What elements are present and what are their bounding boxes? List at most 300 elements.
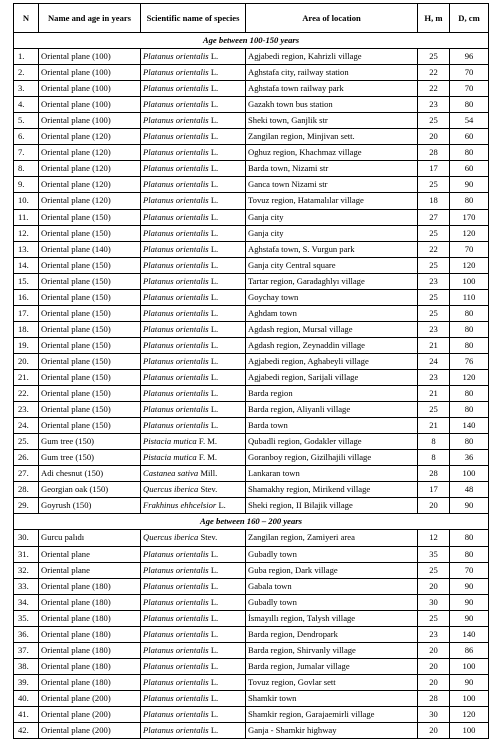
cell-name: Oriental plane (120) — [39, 129, 141, 145]
species-genus: Quercus iberica — [143, 484, 199, 495]
table-row — [14, 402, 489, 418]
table-body — [14, 33, 489, 739]
species-author: L. — [210, 115, 219, 126]
cell-area: Sheki region, II Bilajik village — [246, 498, 418, 514]
cell-diameter: 120 — [450, 257, 489, 273]
cell-height: 23 — [418, 626, 450, 642]
table-row — [14, 305, 489, 321]
cell-n: 26. — [14, 450, 39, 466]
table-row — [14, 257, 489, 273]
species-genus: Platanus orientalis — [143, 612, 209, 623]
header-scientific: Scientific name of species — [141, 4, 246, 33]
cell-area: Guba region, Dark village — [246, 562, 418, 578]
cell-scientific — [141, 674, 246, 690]
cell-area: Ganca town Nizami str — [246, 177, 418, 193]
cell-n: 29. — [14, 498, 39, 514]
cell-n: 14. — [14, 257, 39, 273]
table-row — [14, 337, 489, 353]
cell-n: 11. — [14, 209, 39, 225]
header-row — [14, 4, 489, 33]
cell-name: Gum tree (150) — [39, 450, 141, 466]
cell-height: 25 — [418, 49, 450, 65]
cell-diameter: 80 — [450, 193, 489, 209]
cell-name: Oriental plane (200) — [39, 690, 141, 706]
cell-n: 25. — [14, 434, 39, 450]
cell-area: Lankaran town — [246, 466, 418, 482]
table-row — [14, 241, 489, 257]
species-author: F. M. — [198, 436, 218, 447]
cell-area: Shamakhy region, Mirikend village — [246, 482, 418, 498]
species-genus: Platanus orientalis — [143, 692, 209, 703]
cell-height: 23 — [418, 321, 450, 337]
cell-name: Oriental plane (180) — [39, 642, 141, 658]
cell-scientific — [141, 321, 246, 337]
cell-height: 28 — [418, 466, 450, 482]
species-author: L. — [210, 548, 219, 559]
cell-height: 20 — [418, 578, 450, 594]
species-genus: Pistacia mutica — [143, 452, 197, 463]
cell-scientific — [141, 65, 246, 81]
cell-area: Aghstafa town railway park — [246, 81, 418, 97]
cell-area: Barda region, Aliyanli village — [246, 402, 418, 418]
cell-name: Oriental plane (120) — [39, 177, 141, 193]
cell-name: Oriental plane (120) — [39, 145, 141, 161]
cell-diameter: 60 — [450, 129, 489, 145]
table-row — [14, 386, 489, 402]
cell-area: Barda town, Nizami str — [246, 161, 418, 177]
cell-name: Goyrush (150) — [39, 498, 141, 514]
species-author: L. — [210, 147, 219, 158]
cell-name: Oriental plane (200) — [39, 706, 141, 722]
cell-scientific — [141, 305, 246, 321]
species-genus: Platanus orientalis — [143, 227, 209, 238]
cell-n: 4. — [14, 97, 39, 113]
table-row — [14, 530, 489, 546]
species-author: L. — [210, 388, 219, 399]
cell-scientific — [141, 161, 246, 177]
cell-name: Oriental plane (180) — [39, 626, 141, 642]
species-genus: Castanea sativa — [143, 468, 199, 479]
table-row — [14, 209, 489, 225]
cell-name: Oriental plane (100) — [39, 81, 141, 97]
species-author: L. — [210, 259, 219, 270]
cell-diameter: 90 — [450, 177, 489, 193]
species-genus: Platanus orientalis — [143, 596, 209, 607]
cell-scientific — [141, 498, 246, 514]
cell-n: 2. — [14, 65, 39, 81]
cell-n: 20. — [14, 353, 39, 369]
cell-height: 25 — [418, 610, 450, 626]
cell-diameter: 140 — [450, 626, 489, 642]
cell-name: Gurcu palıdı — [39, 530, 141, 546]
species-author: L. — [210, 725, 219, 736]
cell-n: 33. — [14, 578, 39, 594]
cell-height: 21 — [418, 386, 450, 402]
cell-diameter: 70 — [450, 81, 489, 97]
cell-scientific — [141, 273, 246, 289]
cell-area: Agdash region, Mursal village — [246, 321, 418, 337]
cell-height: 17 — [418, 482, 450, 498]
cell-diameter: 60 — [450, 161, 489, 177]
cell-area: Qubadli region, Godakler village — [246, 434, 418, 450]
cell-diameter: 80 — [450, 386, 489, 402]
species-author: L. — [210, 179, 219, 190]
cell-n: 9. — [14, 177, 39, 193]
cell-height: 8 — [418, 450, 450, 466]
cell-area: Agjabedi region, Kahrizli village — [246, 49, 418, 65]
cell-area: Zangilan region, Zamiyeri area — [246, 530, 418, 546]
table-row — [14, 273, 489, 289]
cell-name: Oriental plane (100) — [39, 49, 141, 65]
cell-area: Tovuz region, Hatamalılar village — [246, 193, 418, 209]
cell-n: 32. — [14, 562, 39, 578]
cell-n: 39. — [14, 674, 39, 690]
species-genus: Platanus orientalis — [143, 99, 209, 110]
table-row — [14, 113, 489, 129]
species-author: L. — [210, 404, 219, 415]
cell-area: Barda town — [246, 418, 418, 434]
table-row — [14, 450, 489, 466]
cell-area: Zangilan region, Minjivan sett. — [246, 129, 418, 145]
cell-n: 31. — [14, 546, 39, 562]
cell-n: 19. — [14, 337, 39, 353]
cell-diameter: 120 — [450, 369, 489, 385]
cell-name: Oriental plane (150) — [39, 337, 141, 353]
cell-n: 5. — [14, 113, 39, 129]
cell-scientific — [141, 562, 246, 578]
table-row — [14, 65, 489, 81]
cell-height: 25 — [418, 257, 450, 273]
cell-height: 20 — [418, 642, 450, 658]
species-genus: Platanus orientalis — [143, 580, 209, 591]
cell-scientific — [141, 81, 246, 97]
cell-height: 27 — [418, 209, 450, 225]
cell-n: 22. — [14, 386, 39, 402]
cell-diameter: 80 — [450, 97, 489, 113]
species-genus: Platanus orientalis — [143, 660, 209, 671]
cell-area: Agjabedi region, Sarijali village — [246, 369, 418, 385]
cell-height: 28 — [418, 690, 450, 706]
cell-area: Aghstafa town, S. Vurgun park — [246, 241, 418, 257]
species-author: L. — [210, 195, 219, 206]
cell-diameter: 90 — [450, 674, 489, 690]
table-row — [14, 690, 489, 706]
table-row — [14, 129, 489, 145]
species-genus: Platanus orientalis — [143, 195, 209, 206]
cell-name: Oriental plane (180) — [39, 578, 141, 594]
cell-height: 12 — [418, 530, 450, 546]
section-title: Age between 160 – 200 years — [14, 514, 489, 530]
table-row — [14, 177, 489, 193]
species-genus: Platanus orientalis — [143, 725, 209, 736]
cell-scientific — [141, 610, 246, 626]
cell-name: Oriental plane (150) — [39, 386, 141, 402]
cell-scientific — [141, 594, 246, 610]
cell-name: Oriental plane — [39, 546, 141, 562]
table-row — [14, 642, 489, 658]
cell-height: 21 — [418, 337, 450, 353]
species-genus: Platanus orientalis — [143, 259, 209, 270]
species-genus: Platanus orientalis — [143, 307, 209, 318]
cell-area: Ganja - Shamkir highway — [246, 723, 418, 739]
cell-name: Oriental plane (180) — [39, 610, 141, 626]
species-genus: Platanus orientalis — [143, 83, 209, 94]
cell-area: Ganja city — [246, 225, 418, 241]
cell-height: 25 — [418, 402, 450, 418]
cell-name: Oriental plane (150) — [39, 321, 141, 337]
species-genus: Quercus iberica — [143, 532, 199, 543]
cell-diameter: 100 — [450, 690, 489, 706]
cell-n: 40. — [14, 690, 39, 706]
cell-diameter: 100 — [450, 466, 489, 482]
cell-name: Oriental plane (180) — [39, 674, 141, 690]
cell-n: 28. — [14, 482, 39, 498]
cell-height: 20 — [418, 674, 450, 690]
species-author: L. — [210, 644, 219, 655]
species-genus: Platanus orientalis — [143, 131, 209, 142]
cell-area: Goranboy region, Gizilhajili village — [246, 450, 418, 466]
cell-scientific — [141, 145, 246, 161]
cell-n: 21. — [14, 369, 39, 385]
cell-area: Shamkir region, Garajaemirli village — [246, 706, 418, 722]
cell-diameter: 70 — [450, 65, 489, 81]
cell-scientific — [141, 658, 246, 674]
cell-n: 12. — [14, 225, 39, 241]
cell-scientific — [141, 706, 246, 722]
cell-height: 17 — [418, 161, 450, 177]
cell-diameter: 54 — [450, 113, 489, 129]
cell-n: 42. — [14, 723, 39, 739]
table-row — [14, 626, 489, 642]
species-author: L. — [210, 323, 219, 334]
section-header-row — [14, 514, 489, 530]
cell-height: 8 — [418, 434, 450, 450]
species-genus: Platanus orientalis — [143, 147, 209, 158]
cell-area: Tartar region, Garadaghlyı village — [246, 273, 418, 289]
header-name: Name and age in years — [39, 4, 141, 33]
cell-diameter: 80 — [450, 434, 489, 450]
cell-n: 23. — [14, 402, 39, 418]
cell-diameter: 76 — [450, 353, 489, 369]
cell-height: 35 — [418, 546, 450, 562]
cell-height: 21 — [418, 418, 450, 434]
table-row — [14, 578, 489, 594]
table-row — [14, 658, 489, 674]
header-area: Area of location — [246, 4, 418, 33]
cell-name: Gum tree (150) — [39, 434, 141, 450]
species-genus: Platanus orientalis — [143, 564, 209, 575]
species-author: Stev. — [200, 532, 218, 543]
cell-name: Oriental plane (200) — [39, 723, 141, 739]
cell-area: Agdash region, Zeynaddin village — [246, 337, 418, 353]
cell-height: 24 — [418, 353, 450, 369]
cell-scientific — [141, 177, 246, 193]
cell-scientific — [141, 257, 246, 273]
species-genus: Platanus orientalis — [143, 243, 209, 254]
cell-diameter: 70 — [450, 562, 489, 578]
cell-diameter: 90 — [450, 594, 489, 610]
cell-scientific — [141, 49, 246, 65]
cell-area: Aghdam town — [246, 305, 418, 321]
cell-diameter: 90 — [450, 498, 489, 514]
cell-area: Gubadly town — [246, 594, 418, 610]
cell-name: Oriental plane (150) — [39, 418, 141, 434]
cell-height: 25 — [418, 305, 450, 321]
cell-diameter: 100 — [450, 273, 489, 289]
cell-area: Oghuz region, Khachmaz village — [246, 145, 418, 161]
cell-n: 1. — [14, 49, 39, 65]
cell-name: Oriental plane (150) — [39, 353, 141, 369]
table-row — [14, 610, 489, 626]
cell-area: Barda region — [246, 386, 418, 402]
species-author: L. — [210, 580, 219, 591]
cell-n: 16. — [14, 289, 39, 305]
species-author: L. — [210, 243, 219, 254]
cell-n: 7. — [14, 145, 39, 161]
cell-area: Sheki town, Ganjlik str — [246, 113, 418, 129]
cell-diameter: 70 — [450, 241, 489, 257]
cell-diameter: 80 — [450, 402, 489, 418]
cell-diameter: 110 — [450, 289, 489, 305]
cell-height: 23 — [418, 369, 450, 385]
cell-scientific — [141, 530, 246, 546]
cell-n: 8. — [14, 161, 39, 177]
species-genus: Frakhinus ehhcelsior — [143, 500, 217, 511]
cell-name: Oriental plane (120) — [39, 193, 141, 209]
cell-height: 25 — [418, 177, 450, 193]
table-row — [14, 97, 489, 113]
cell-scientific — [141, 642, 246, 658]
cell-scientific — [141, 209, 246, 225]
cell-name: Oriental plane (150) — [39, 402, 141, 418]
cell-area: Goychay town — [246, 289, 418, 305]
cell-scientific — [141, 129, 246, 145]
species-genus: Platanus orientalis — [143, 708, 209, 719]
cell-scientific — [141, 337, 246, 353]
species-author: L. — [210, 372, 219, 382]
species-genus: Platanus orientalis — [143, 548, 209, 559]
species-genus: Pistacia mutica — [143, 436, 197, 447]
cell-scientific — [141, 113, 246, 129]
cell-n: 17. — [14, 305, 39, 321]
cell-height: 23 — [418, 273, 450, 289]
cell-n: 38. — [14, 658, 39, 674]
species-genus: Platanus orientalis — [143, 163, 209, 174]
cell-n: 30. — [14, 530, 39, 546]
table-row — [14, 706, 489, 722]
cell-diameter: 80 — [450, 530, 489, 546]
section-header-row — [14, 33, 489, 49]
table-row — [14, 434, 489, 450]
cell-area: Agjabedi region, Aghabeyli village — [246, 353, 418, 369]
cell-n: 10. — [14, 193, 39, 209]
cell-scientific — [141, 386, 246, 402]
table-row — [14, 498, 489, 514]
species-genus: Platanus orientalis — [143, 323, 209, 334]
cell-name: Oriental plane (140) — [39, 241, 141, 257]
cell-scientific — [141, 546, 246, 562]
species-genus: Platanus orientalis — [143, 372, 209, 382]
cell-name: Adi chesnut (150) — [39, 466, 141, 482]
cell-scientific — [141, 289, 246, 305]
cell-n: 6. — [14, 129, 39, 145]
tree-table — [13, 3, 489, 739]
species-author: F. M. — [198, 452, 218, 463]
species-author: L. — [210, 51, 219, 62]
cell-diameter: 120 — [450, 225, 489, 241]
species-genus: Platanus orientalis — [143, 404, 209, 415]
cell-diameter: 90 — [450, 578, 489, 594]
cell-area: Barda region, Shirvanly village — [246, 642, 418, 658]
cell-n: 27. — [14, 466, 39, 482]
cell-scientific — [141, 482, 246, 498]
cell-diameter: 140 — [450, 418, 489, 434]
table-row — [14, 674, 489, 690]
cell-name: Oriental plane (180) — [39, 594, 141, 610]
header-height: H, m — [418, 4, 450, 33]
cell-name: Oriental plane (120) — [39, 161, 141, 177]
cell-diameter: 120 — [450, 706, 489, 722]
cell-diameter: 80 — [450, 321, 489, 337]
cell-scientific — [141, 402, 246, 418]
cell-height: 28 — [418, 145, 450, 161]
cell-name: Oriental plane (150) — [39, 273, 141, 289]
cell-height: 22 — [418, 241, 450, 257]
cell-diameter: 80 — [450, 305, 489, 321]
cell-n: 41. — [14, 706, 39, 722]
species-author: L. — [210, 564, 219, 575]
cell-area: Barda region, Jumalar village — [246, 658, 418, 674]
species-genus: Platanus orientalis — [143, 339, 209, 350]
cell-height: 23 — [418, 97, 450, 113]
species-author: L. — [210, 275, 219, 286]
cell-scientific — [141, 466, 246, 482]
cell-scientific — [141, 578, 246, 594]
cell-area: Gazakh town bus station — [246, 97, 418, 113]
species-genus: Platanus orientalis — [143, 420, 209, 431]
cell-diameter: 80 — [450, 145, 489, 161]
cell-scientific — [141, 241, 246, 257]
species-author: L. — [210, 67, 219, 78]
table-row — [14, 482, 489, 498]
species-genus: Platanus orientalis — [143, 115, 209, 126]
species-author: Mill. — [200, 468, 218, 479]
species-author: L. — [210, 291, 219, 302]
species-author: L. — [210, 355, 219, 366]
cell-area: Ganja city — [246, 209, 418, 225]
species-genus: Platanus orientalis — [143, 644, 209, 655]
table-row — [14, 321, 489, 337]
cell-diameter: 48 — [450, 482, 489, 498]
cell-scientific — [141, 434, 246, 450]
cell-height: 20 — [418, 498, 450, 514]
species-author: L. — [210, 339, 219, 350]
species-author: L. — [210, 628, 219, 639]
cell-diameter: 170 — [450, 209, 489, 225]
header-n: N — [14, 4, 39, 33]
cell-scientific — [141, 626, 246, 642]
species-genus: Platanus orientalis — [143, 676, 209, 687]
species-author: L. — [210, 307, 219, 318]
cell-height: 30 — [418, 594, 450, 610]
table-row — [14, 594, 489, 610]
table-row — [14, 562, 489, 578]
species-genus: Platanus orientalis — [143, 291, 209, 302]
cell-diameter: 90 — [450, 610, 489, 626]
cell-scientific — [141, 193, 246, 209]
cell-scientific — [141, 369, 246, 385]
species-author: L. — [210, 660, 219, 671]
